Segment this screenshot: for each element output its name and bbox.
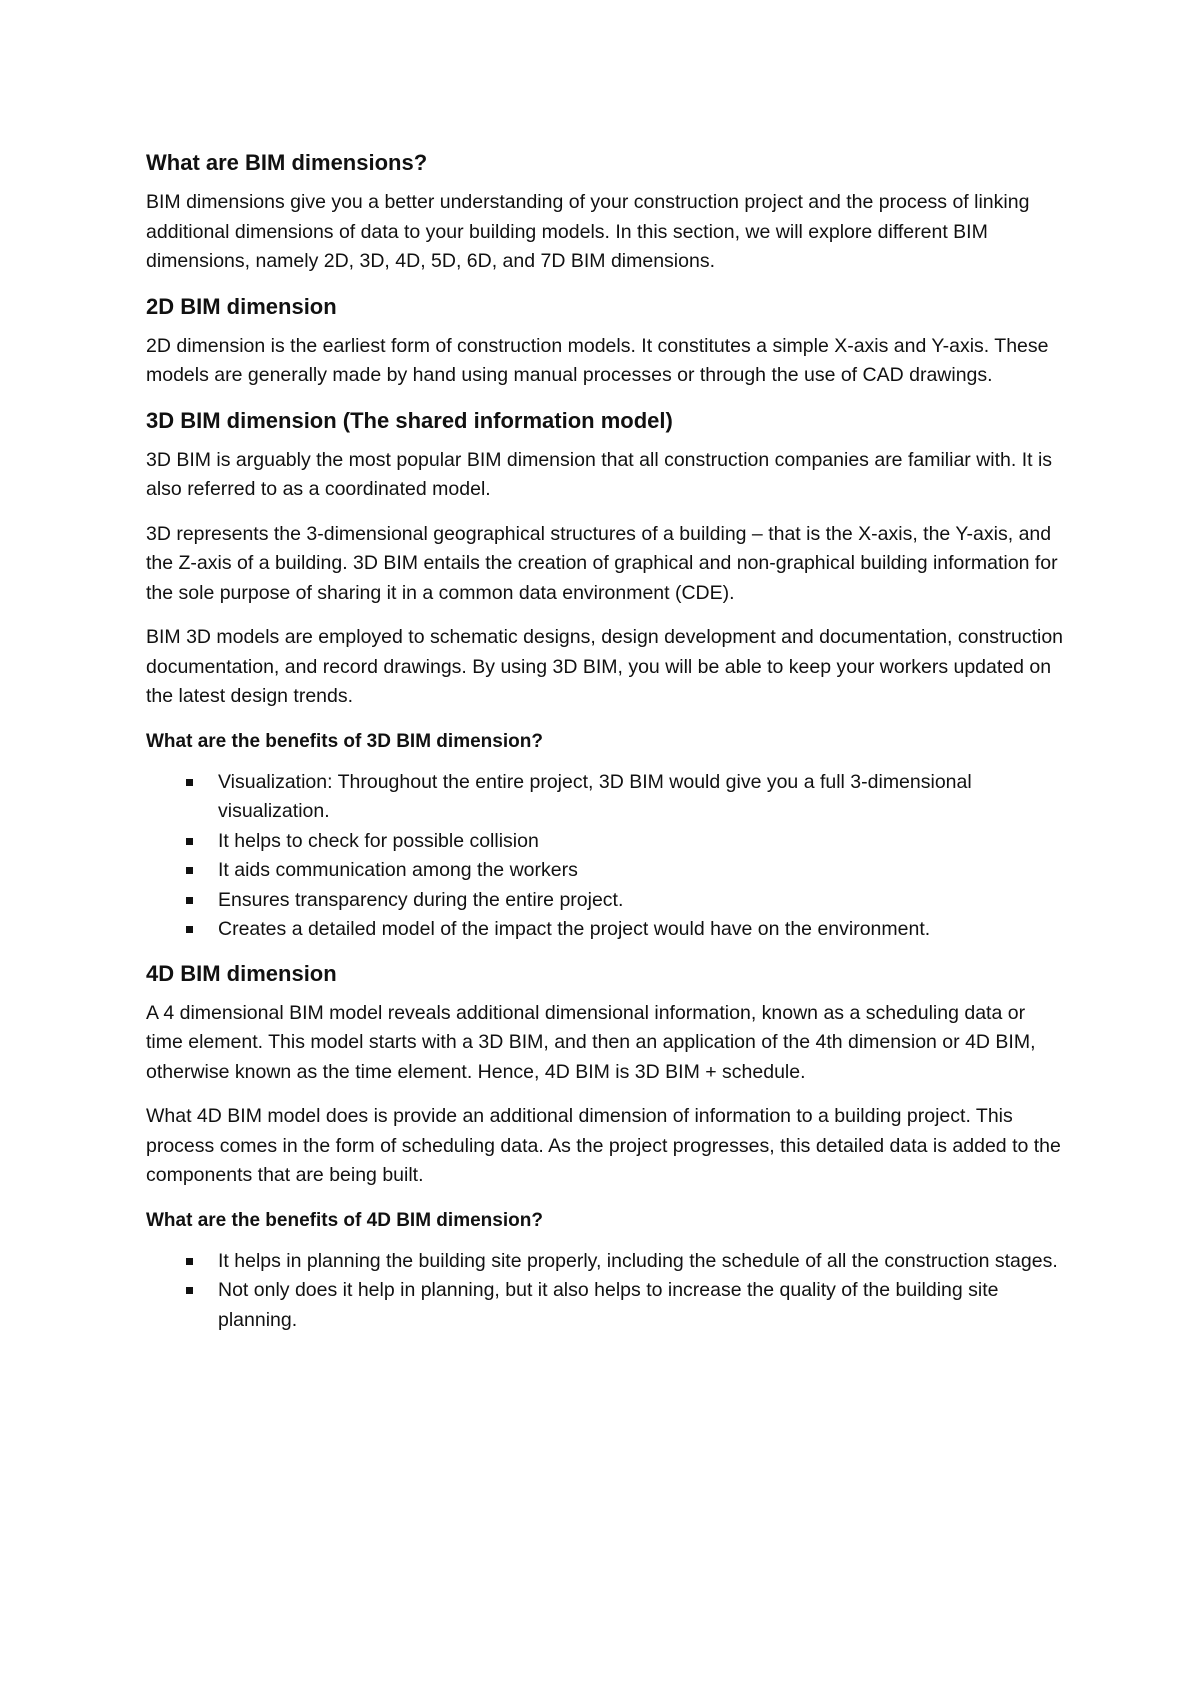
list-item <box>146 1276 1066 1335</box>
list-item-text: Ensures transparency during the entire project. <box>218 888 624 911</box>
heading-2d-bim: 2D BIM dimension <box>146 293 337 319</box>
square-bullet-icon <box>186 897 193 904</box>
document-page <box>146 148 1066 1347</box>
paragraph-4d-1: A 4 dimensional BIM model reveals additional dimensional information, known as a scheduling data or time element. This model starts with a 3D BIM, and then an application of the 4th dimension or 4D BIM, otherwise known as the time element. Hence, 4D BIM is 3D BIM + schedule. <box>146 1001 1036 1083</box>
intro-paragraph: BIM dimensions give you a better understanding of your construction project and the process of linking additional dimensions of data to your building models. In this section, we will explore different BIM dimensions, namely 2D, 3D, 4D, 5D, 6D, and 7D BIM dimensions. <box>146 191 1030 272</box>
paragraph-2d-1: 2D dimension is the earliest form of construction models. It constitutes a simple X-axis and Y-axis. These models are generally made by hand using manual processes or through the use of CAD drawings. <box>146 334 1049 386</box>
list-item-text: Not only does it help in planning, but it also helps to increase the quality of the building site planning. <box>218 1279 999 1331</box>
square-bullet-icon <box>186 838 193 845</box>
square-bullet-icon <box>186 867 193 874</box>
square-bullet-icon <box>186 1258 193 1265</box>
heading-4d-bim: 4D BIM dimension <box>146 960 337 986</box>
list-item-text: It helps to check for possible collision <box>218 829 539 852</box>
list-item-text: It aids communication among the workers <box>218 859 578 881</box>
list-item <box>146 768 1066 827</box>
list-item-text: Visualization: Throughout the entire project, 3D BIM would give you a full 3-dimensional visualization. <box>218 770 972 822</box>
benefits-list-3d <box>146 768 1066 945</box>
paragraph-3d-2: 3D represents the 3-dimensional geographical structures of a building – that is the X-axis, the Y-axis, and the Z-axis of a building. 3D BIM entails the creation of graphical and non-graphical building information for the sole purpose of sharing it in a common data environment (CDE). <box>146 522 1058 604</box>
paragraph-3d-3: BIM 3D models are employed to schematic designs, design development and documentation, construction documentation, and record drawings. By using 3D BIM, you will be able to keep your workers updated on the latest design trends. <box>146 626 1064 707</box>
paragraph-4d-2: What 4D BIM model does is provide an additional dimension of information to a building project. This process comes in the form of scheduling data. As the project progresses, this detailed data is added to the components that are being built. <box>146 1105 1061 1186</box>
list-item <box>146 1247 1066 1277</box>
square-bullet-icon <box>186 779 193 786</box>
list-item <box>146 886 1066 916</box>
list-item-text: It helps in planning the building site properly, including the schedule of all the construction stages. <box>218 1249 1058 1272</box>
square-bullet-icon <box>186 926 193 933</box>
list-item <box>146 915 1066 945</box>
paragraph-3d-1: 3D BIM is arguably the most popular BIM dimension that all construction companies are familiar with. It is also referred to as a coordinated model. <box>146 448 1053 500</box>
square-bullet-icon <box>186 1287 193 1294</box>
heading-3d-bim: 3D BIM dimension (The shared information model) <box>146 407 673 433</box>
subheading-4d-benefits: What are the benefits of 4D BIM dimension? <box>146 1209 543 1231</box>
benefits-list-4d <box>146 1247 1066 1336</box>
document-title: What are BIM dimensions? <box>146 150 428 175</box>
list-item <box>146 827 1066 857</box>
list-item-text: Creates a detailed model of the impact the project would have on the environment. <box>218 918 931 940</box>
subheading-3d-benefits: What are the benefits of 3D BIM dimension? <box>146 730 543 752</box>
list-item <box>146 856 1066 886</box>
